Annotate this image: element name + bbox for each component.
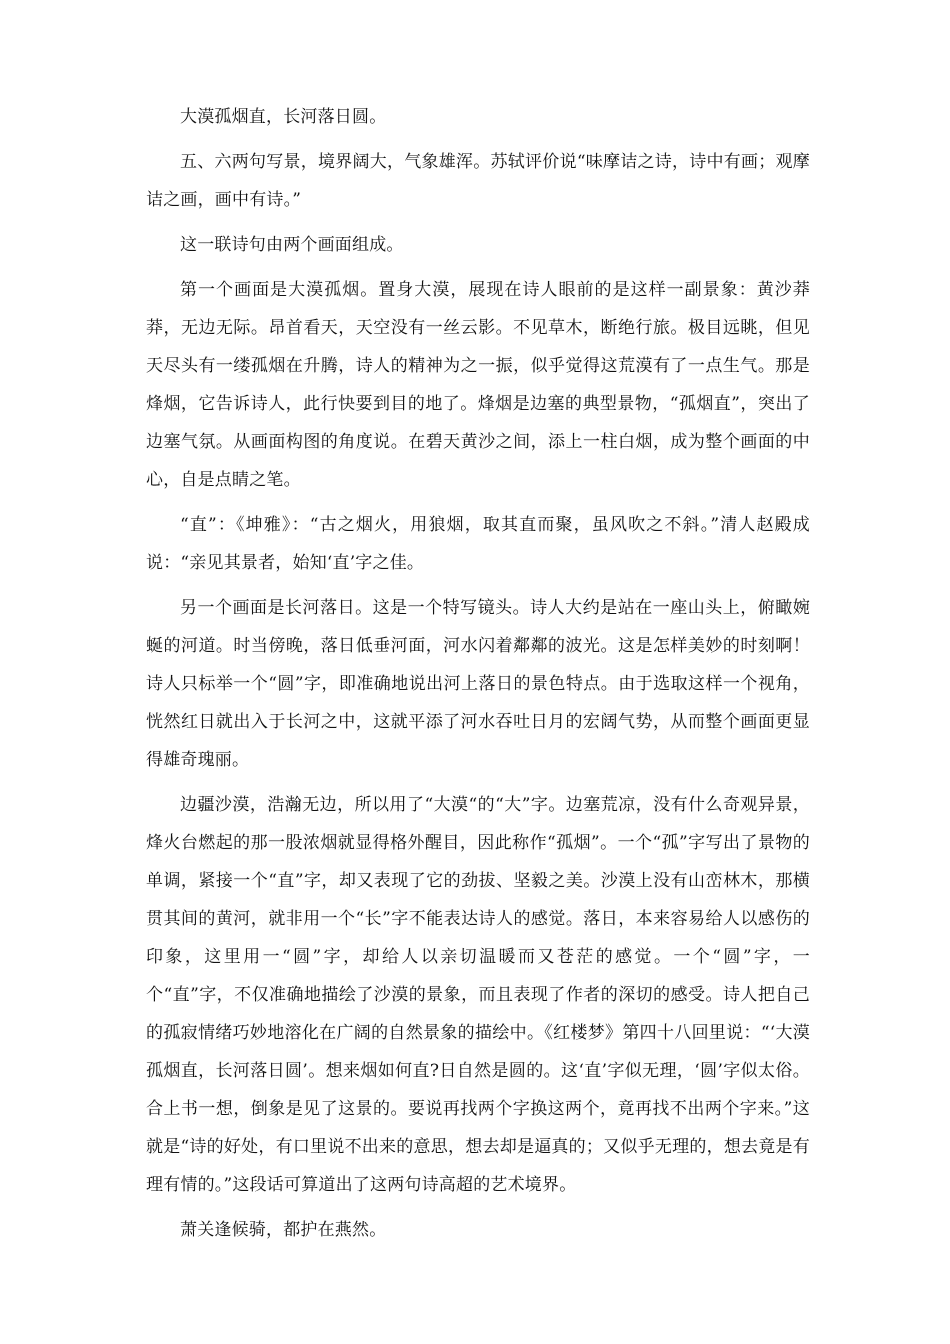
paragraph: 五、六两句写景，境界阔大，气象雄浑。苏轼评价说“味摩诘之诗，诗中有画；观摩诘之画，画中有诗。” bbox=[146, 152, 810, 210]
document-body bbox=[146, 98, 810, 1256]
paragraph: 第一个画面是大漠孤烟。置身大漠，展现在诗人眼前的是这样一副景象：黄沙莽莽，无边无际。昂首看天，天空没有一丝云影。不见草木，断绝行旅。极目远眺，但见天尽头有一缕孤烟在升腾，诗人的精神为之一振，似乎觉得这荒漠有了一点生气。那是烽烟，它告诉诗人，此行快要到目的地了。烽烟是边塞的典型景物，“孤烟直”，突出了边塞气氛。从画面构图的角度说。在碧天黄沙之间，添上一柱白烟，成为整个画面的中心，自是点睛之笔。 bbox=[146, 280, 810, 490]
paragraph: 大漠孤烟直，长河落日圆。 bbox=[180, 107, 387, 127]
paragraph: 这一联诗句由两个画面组成。 bbox=[180, 235, 404, 255]
paragraph: 萧关逢候骑，都护在燕然。 bbox=[180, 1220, 387, 1240]
paragraph: 边疆沙漠，浩瀚无边，所以用了“大漠“的“大”字。边塞荒凉，没有什么奇观异景，烽火台燃起的那一股浓烟就显得格外醒目，因此称作“孤烟”。一个“孤”字写出了景物的单调，紧接一个“直”字，却又表现了它的劲拔、坚毅之美。沙漠上没有山峦林木，那横贯其间的黄河，就非用一个“长”字不能表达诗人的感觉。落日，本来容易给人以感伤的印象，这里用一“圆”字，却给人以亲切温暖而又苍茫的感觉。一个“圆”字，一个“直”字，不仅准确地描绘了沙漠的景象，而且表现了作者的深切的感受。诗人把自己的孤寂情绪巧妙地溶化在广阔的自然景象的描绘中。《红楼梦》第四十八回里说：“‘大漠孤烟直，长河落日圆’。想来烟如何直?日自然是圆的。这‘直’字似无理，‘圆’字似太俗。合上书一想，倒象是见了这景的。要说再找两个字换这两个，竟再找不出两个字来。”这就是“诗的好处，有口里说不出来的意思，想去却是逼真的；又似乎无理的，想去竟是有理有情的。”这段话可算道出了这两句诗高超的艺术境界。 bbox=[146, 795, 810, 1195]
paragraph: 另一个画面是长河落日。这是一个特写镜头。诗人大约是站在一座山头上，俯瞰婉蜒的河道。时当傍晚，落日低垂河面，河水闪着鄰鄰的波光。这是怎样美妙的时刻啊！诗人只标举一个“圆”字，即准确地说出河上落日的景色特点。由于选取这样一个视角，恍然红日就出入于长河之中，这就平添了河水吞吐日月的宏阔气势，从而整个画面更显得雄奇瑰丽。 bbox=[146, 598, 810, 770]
paragraph: “直”：《坤雅》：“古之烟火，用狼烟，取其直而聚，虽风吹之不斜。”清人赵殿成说：“亲见其景者，始知‘直’字之佳。 bbox=[146, 515, 810, 573]
